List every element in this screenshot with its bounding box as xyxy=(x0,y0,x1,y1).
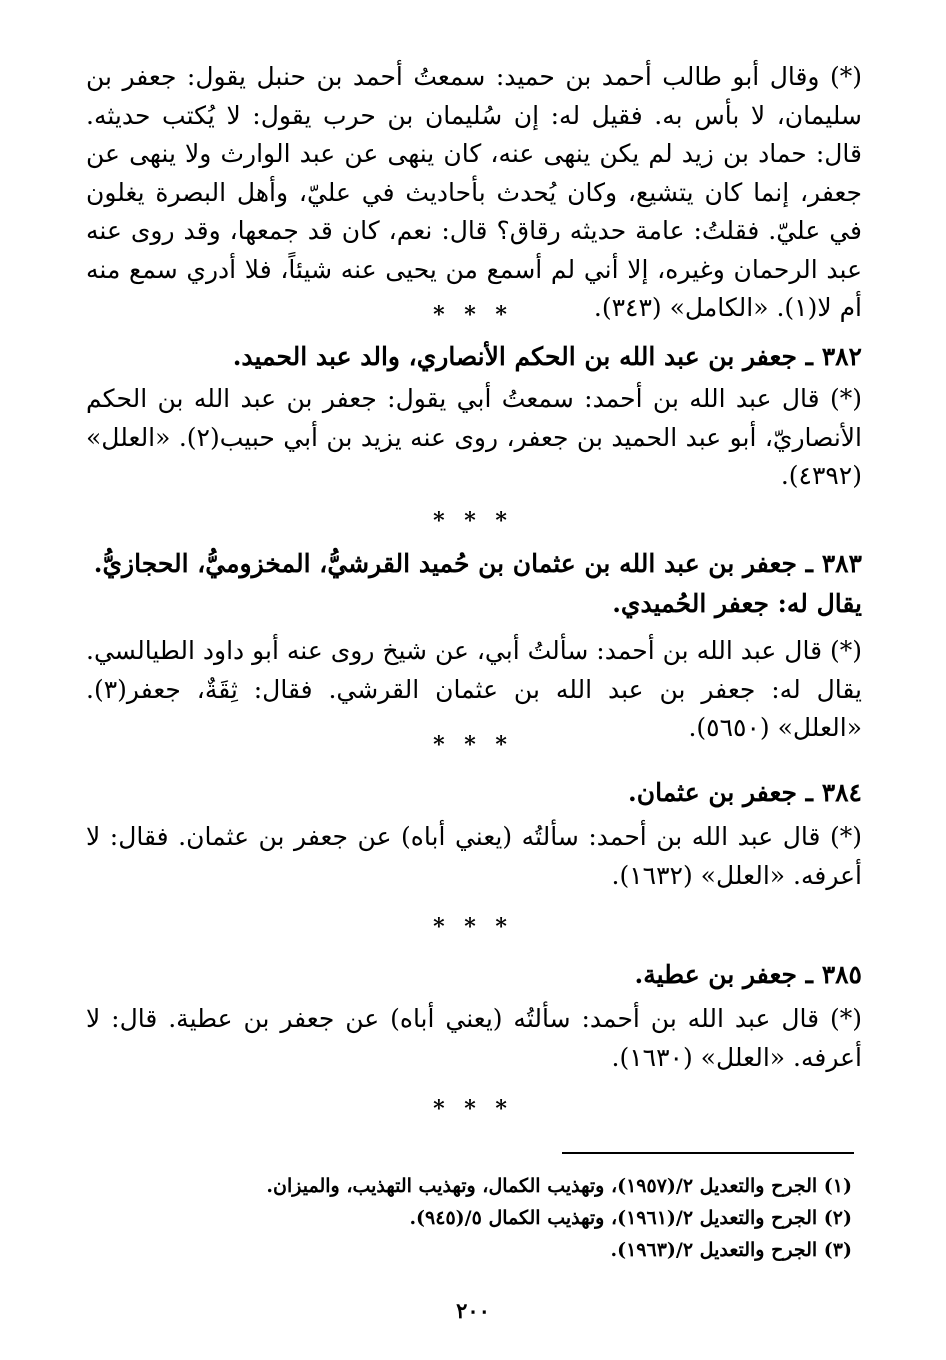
entry-382-text: (*) قال عبد الله بن أحمد: سمعتُ أبي يقول: جعفر بن عبد الله بن الحكم الأنصاريّ، أبو عبد الحميد بن جعفر، روى عنه يزيد بن أبي حبيب(٢). «العلل» (٤٣٩٢). xyxy=(86,384,862,490)
page-number: ٢٠٠ xyxy=(456,1298,490,1323)
entry-383-text: (*) قال عبد الله بن أحمد: سألتُ أبي، عن شيخ روى عنه أبو داود الطيالسي. يقال له: جعفر بن عبد الله بن عثمان القرشي. فقال: ثِقَةٌ، جعفر(٣). «العلل» (٥٦٥٠). xyxy=(86,636,862,742)
separator-stars: * * * xyxy=(433,302,513,328)
entry-382-heading: ٣٨٢ ـ جعفر بن عبد الله بن الحكم الأنصاري، والد عبد الحميد. xyxy=(232,342,862,371)
separator-stars: * * * xyxy=(433,1096,513,1122)
separator-stars: * * * xyxy=(433,914,513,940)
entry-385-text: (*) قال عبد الله بن أحمد: سألتُه (يعني أباه) عن جعفر بن عطية. قال: لا أعرفه. «العلل» (١٦٣٠). xyxy=(86,1004,862,1072)
entry-384-heading: ٣٨٤ ـ جعفر بن عثمان. xyxy=(628,778,862,807)
footnote-1: (١) الجرح والتعديل ٢/(١٩٥٧)، وتهذيب الكمال، وتهذيب التهذيب، والميزان. xyxy=(266,1175,852,1197)
intro-paragraph: (*) وقال أبو طالب أحمد بن حميد: سمعتُ أحمد بن حنبل يقول: جعفر بن سليمان، لا بأس به. فقيل له: إن سُليمان بن حرب يقول: لا يُكتب حديثه. قال: حماد بن زيد لم يكن ينهى عنه، كان ينهى عن عبد الوارث ولا ينهى عن جعفر، إنما كان يتشيع، وكان يُحدث بأحاديث في عليّ، وأهل البصرة يغلون في عليّ. فقلتُ: عامة حديثه رقاق؟ قال: نعم، كان قد جمعها، وقد روى عنه عبد الرحمان وغيره، إلا أني لم أسمع من يحيى عنه شيئاً، فلا أدري سمع منه أم لا(١). «الكامل» (٣٤٣). xyxy=(86,62,862,322)
entry-384-text: (*) قال عبد الله بن أحمد: سألتُه (يعني أباه) عن جعفر بن عثمان. فقال: لا أعرفه. «العلل» (١٦٣٢). xyxy=(86,822,862,890)
entry-385-heading: ٣٨٥ ـ جعفر بن عطية. xyxy=(634,960,862,989)
footnote-rule xyxy=(562,1152,854,1154)
footnote-3: (٣) الجرح والتعديل ٢/(١٩٦٣). xyxy=(610,1239,852,1261)
entry-383-heading: ٣٨٣ ـ جعفر بن عبد الله بن عثمان بن حُميد القرشيُّ، المخزوميُّ، الحجازيُّ. يقال له: جعفر الحُميدي. xyxy=(93,549,862,618)
footnote-2: (٢) الجرح والتعديل ٢/(١٩٦١)، وتهذيب الكمال ٥/(٩٤٥). xyxy=(409,1207,852,1229)
separator-stars: * * * xyxy=(433,508,513,534)
separator-stars: * * * xyxy=(433,732,513,758)
